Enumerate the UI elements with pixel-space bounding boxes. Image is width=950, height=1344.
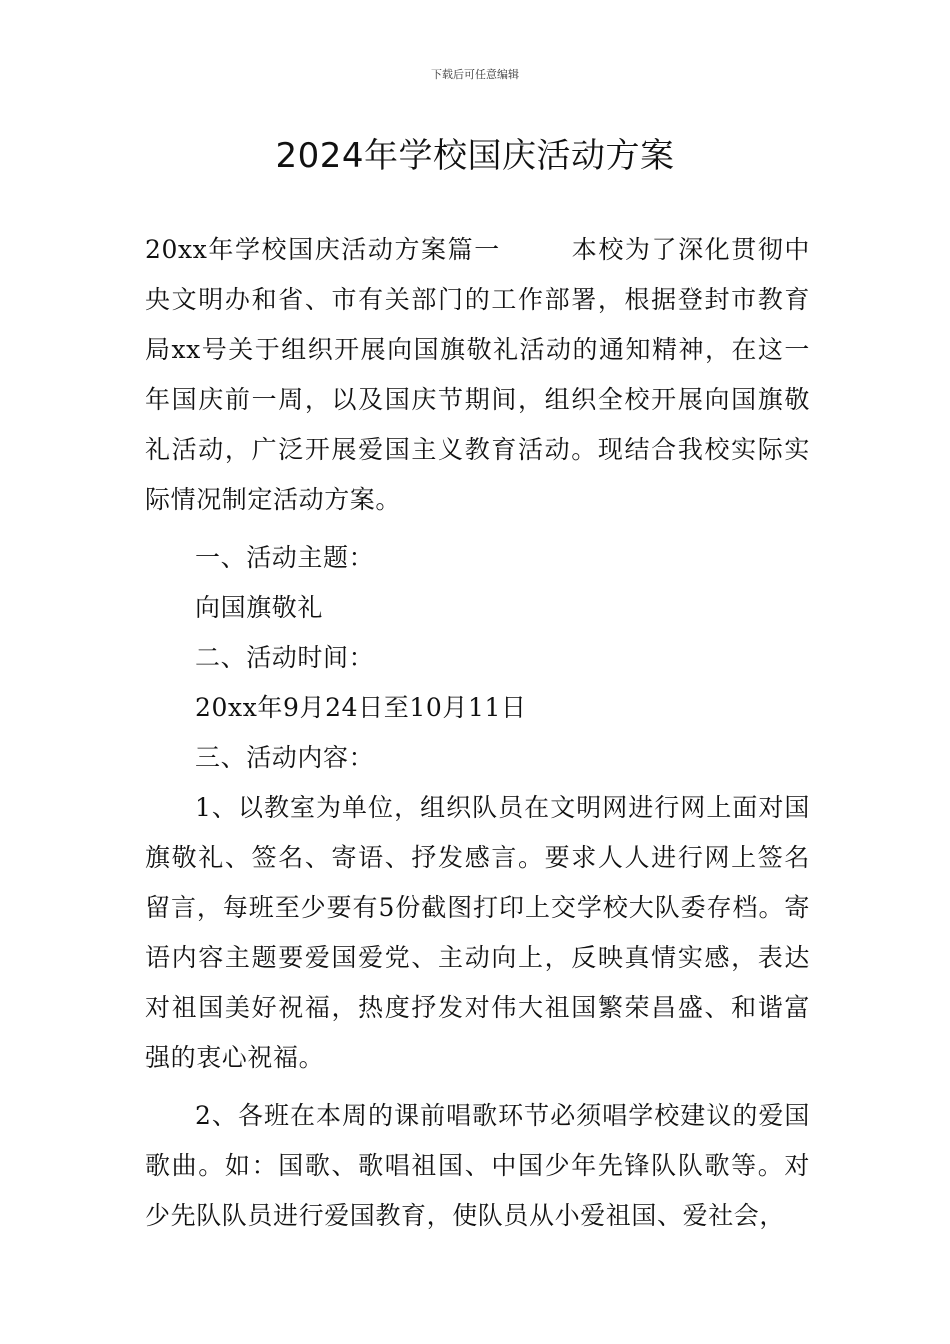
intro-lead: 20xx年学校国庆活动方案篇一 — [145, 235, 501, 264]
time-value: 20xx年9月24日至10月11日 — [195, 693, 527, 722]
intro-text: 本校为了深化贯彻中央文明办和省、市有关部门的工作部署，根据登封市教育局xx号关于组织开展向国旗敬礼活动的通知精神，在这一年国庆前一周，以及国庆节期间，组织全校开展向国旗敬礼活动，广泛开展爱国主义教育活动。现结合我校实际实际情况制定活动方案。 — [145, 235, 811, 514]
document-title: 2024年学校国庆活动方案 — [275, 136, 675, 176]
theme-value: 向国旗敬礼 — [195, 593, 324, 622]
document-body — [145, 225, 810, 1241]
content-heading: 三、活动内容： — [195, 743, 375, 772]
header-note: 下载后可任意编辑 — [431, 68, 519, 81]
content-item-2: 2、各班在本周的课前唱歌环节必须唱学校建议的爱国歌曲。如：国歌、歌唱祖国、中国少年先锋队队歌等。对少先队队员进行爱国教育，使队员从小爱祖国、爱社会， — [145, 1101, 810, 1230]
theme-heading: 一、活动主题： — [195, 543, 375, 572]
content-item-1: 1、以教室为单位，组织队员在文明网进行网上面对国旗敬礼、签名、寄语、抒发感言。要求人人进行网上签名留言，每班至少要有5份截图打印上交学校大队委存档。寄语内容主题要爱国爱党、主动向上，反映真情实感，表达对祖国美好祝福，热度抒发对伟大祖国繁荣昌盛、和谐富强的衷心祝福。 — [145, 793, 810, 1072]
time-heading: 二、活动时间： — [195, 643, 375, 672]
intro-paragraph — [145, 225, 810, 525]
